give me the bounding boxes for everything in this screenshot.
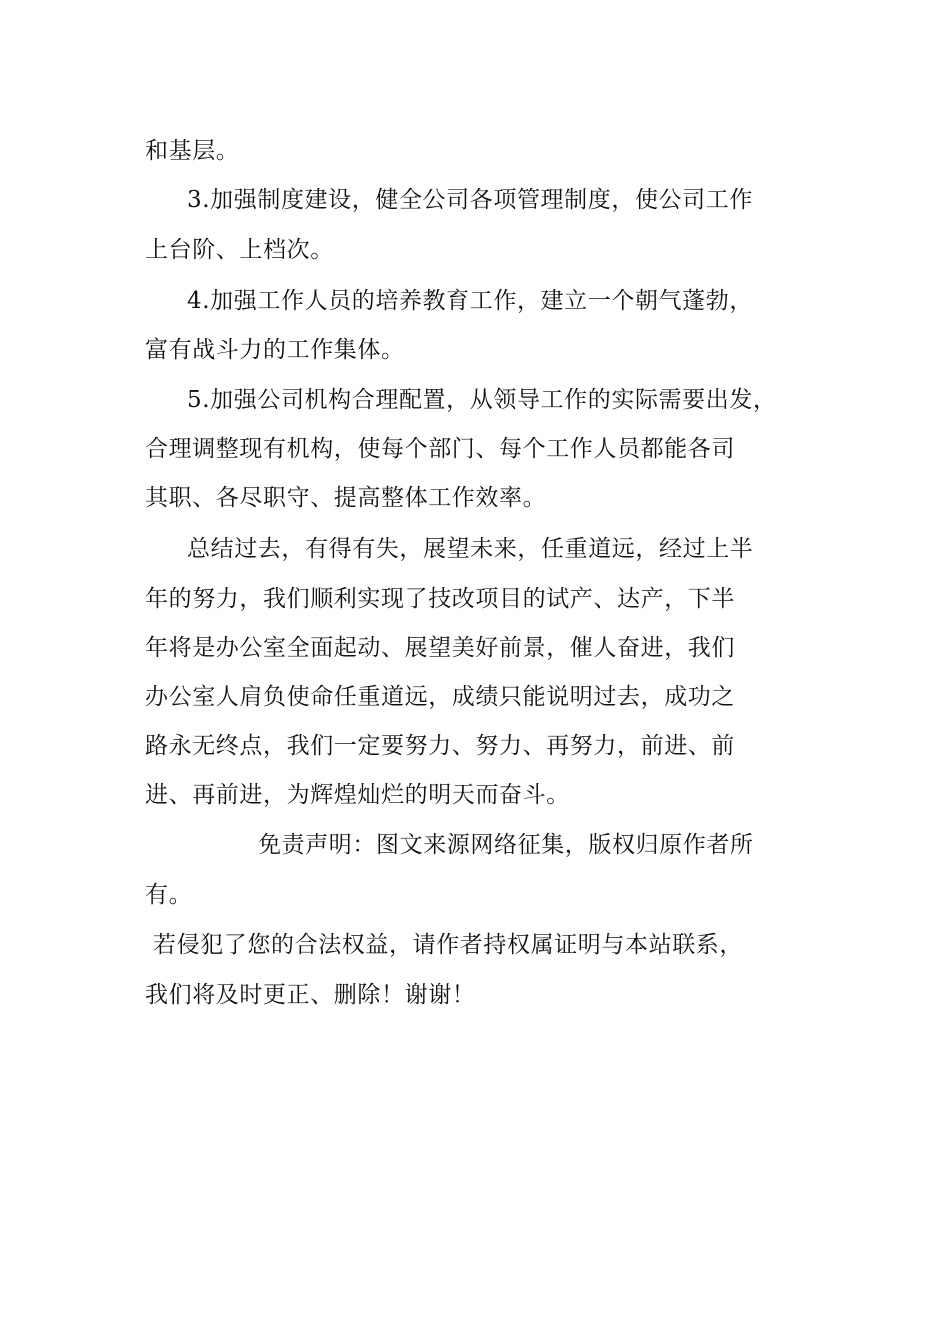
disclaimer-line: 免责声明：图文来源网络征集，版权归原作者所 [258,832,754,858]
text-line: 其职、各尽职守、提高整体工作效率。 [145,485,547,511]
text-line: 进、再前进，为辉煌灿烂的明天而奋斗。 [145,782,570,808]
text-line: 3.加强制度建设，健全公司各项管理制度，使公司工作 [187,187,753,213]
text-line: 合理调整现有机构，使每个部门、每个工作人员都能各司 [145,436,735,462]
disclaimer-line: 我们将及时更正、删除！谢谢！ [145,982,476,1008]
text-line: 年的努力，我们顺利实现了技改项目的试产、达产，下半 [145,586,735,612]
text-line: 路永无终点，我们一定要努力、努力、再努力，前进、前 [145,733,735,759]
text-line: 富有战斗力的工作集体。 [145,337,405,363]
text-line: 总结过去，有得有失，展望未来，任重道远，经过上半 [187,536,754,562]
text-line: 和基层。 [145,138,240,164]
text-line: 5.加强公司机构合理配置，从领导工作的实际需要出发， [187,387,777,413]
text-line: 办公室人肩负使命任重道远，成绩只能说明过去，成功之 [145,684,735,710]
disclaimer-line: 有。 [145,882,193,908]
text-line: 上台阶、上档次。 [145,237,334,263]
disclaimer-line: 若侵犯了您的合法权益，请作者持权属证明与本站联系， [153,932,743,958]
text-line: 年将是办公室全面起动、展望美好前景，催人奋进，我们 [145,635,735,661]
text-line: 4.加强工作人员的培养教育工作，建立一个朝气蓬勃， [187,288,753,314]
